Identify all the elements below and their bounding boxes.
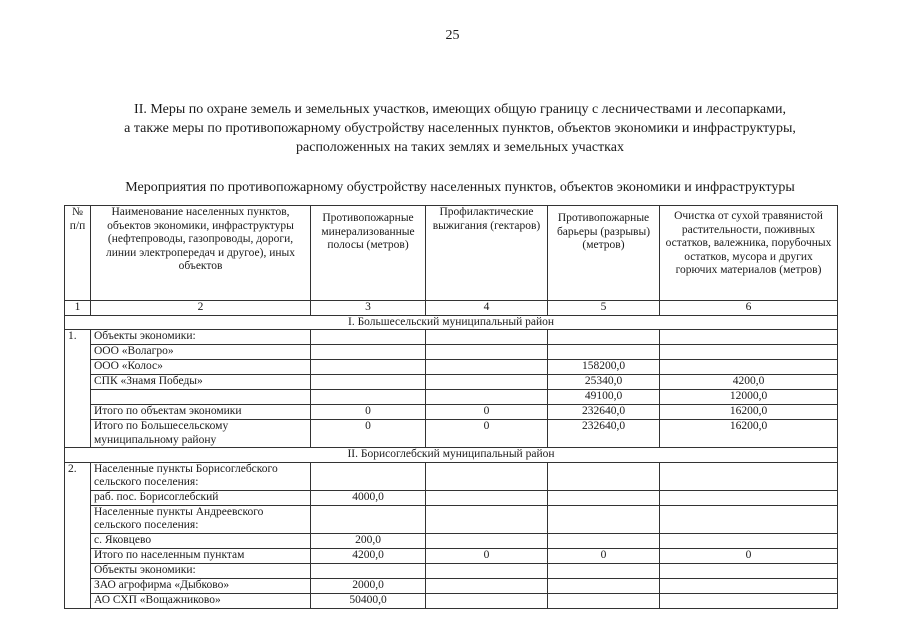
table-row	[65, 390, 838, 405]
table-header-row	[65, 206, 838, 301]
object-name: раб. пос. Борисоглебский	[91, 490, 311, 505]
column-number-row	[65, 301, 838, 316]
value-cell	[660, 533, 838, 548]
value-cell	[311, 563, 426, 578]
value-cell: 0	[311, 420, 426, 448]
header-number: № п/п	[65, 206, 91, 301]
value-cell	[311, 390, 426, 405]
value-cell	[426, 345, 548, 360]
table-row	[65, 490, 838, 505]
column-number: 2	[91, 301, 311, 316]
value-cell	[311, 375, 426, 390]
table-row	[65, 548, 838, 563]
value-cell: 16200,0	[660, 405, 838, 420]
heading-line-1: II. Меры по охране земель и земельных участков, имеющих общую границу с лесничествами и лесопарками,	[134, 102, 786, 117]
value-cell	[660, 578, 838, 593]
value-cell	[660, 462, 838, 490]
value-cell	[548, 462, 660, 490]
value-cell	[548, 593, 660, 608]
value-cell: 12000,0	[660, 390, 838, 405]
section-title: II. Борисоглебский муниципальный район	[65, 448, 838, 463]
heading-line-2: а также меры по противопожарному обустройству населенных пунктов, объектов экономики и инфраструктуры,	[124, 121, 796, 136]
value-cell	[311, 360, 426, 375]
value-cell: 0	[548, 548, 660, 563]
object-name: ООО «Волагро»	[91, 345, 311, 360]
header-mineral-strips: Противопожарные минерализованные полосы (метров)	[311, 206, 426, 301]
header-barriers: Противопожарные барьеры (разрывы) (метров)	[548, 206, 660, 301]
section-title: I. Большесельский муниципальный район	[65, 315, 838, 330]
value-cell: 232640,0	[548, 405, 660, 420]
table-row	[65, 420, 838, 448]
value-cell	[548, 345, 660, 360]
value-cell	[311, 330, 426, 345]
value-cell: 49100,0	[548, 390, 660, 405]
section-title-row	[65, 315, 838, 330]
measures-table	[64, 205, 838, 609]
table-row	[65, 462, 838, 490]
value-cell: 50400,0	[311, 593, 426, 608]
object-name: Объекты экономики:	[91, 330, 311, 345]
value-cell	[548, 490, 660, 505]
value-cell	[426, 375, 548, 390]
value-cell	[426, 593, 548, 608]
value-cell	[311, 345, 426, 360]
value-cell: 158200,0	[548, 360, 660, 375]
object-name: Населенные пункты Борисоглебского сельского поселения:	[91, 462, 311, 490]
table-row	[65, 563, 838, 578]
column-number: 4	[426, 301, 548, 316]
value-cell	[548, 533, 660, 548]
header-name: Наименование населенных пунктов, объектов экономики, инфраструктуры (нефтепроводы, газопроводы, дороги, линии электропередач и другое), иных объектов	[91, 206, 311, 301]
table-row	[65, 360, 838, 375]
value-cell	[660, 345, 838, 360]
row-number: 1.	[65, 330, 91, 448]
value-cell	[426, 505, 548, 533]
value-cell	[426, 462, 548, 490]
value-cell	[311, 505, 426, 533]
value-cell	[426, 390, 548, 405]
column-number: 3	[311, 301, 426, 316]
value-cell: 200,0	[311, 533, 426, 548]
value-cell	[660, 490, 838, 505]
value-cell: 0	[426, 420, 548, 448]
value-cell: 2000,0	[311, 578, 426, 593]
value-cell: 0	[311, 405, 426, 420]
table-caption: Мероприятия по противопожарному обустройству населенных пунктов, объектов экономики и инфраструктуры	[125, 180, 795, 195]
column-number: 5	[548, 301, 660, 316]
table-row	[65, 330, 838, 345]
value-cell	[548, 505, 660, 533]
object-name: ЗАО агрофирма «Дыбково»	[91, 578, 311, 593]
value-cell: 25340,0	[548, 375, 660, 390]
object-name: ООО «Колос»	[91, 360, 311, 375]
table-row	[65, 345, 838, 360]
row-number: 2.	[65, 462, 91, 608]
value-cell	[426, 533, 548, 548]
value-cell	[660, 330, 838, 345]
object-name: Населенные пункты Андреевского сельского поселения:	[91, 505, 311, 533]
value-cell: 0	[426, 548, 548, 563]
table-row	[65, 405, 838, 420]
header-burning: Профилактические выжигания (гектаров)	[426, 206, 548, 301]
value-cell: 16200,0	[660, 420, 838, 448]
value-cell: 232640,0	[548, 420, 660, 448]
value-cell: 0	[426, 405, 548, 420]
value-cell: 4200,0	[660, 375, 838, 390]
column-number: 6	[660, 301, 838, 316]
table-row	[65, 578, 838, 593]
object-name: Итого по населенным пунктам	[91, 548, 311, 563]
value-cell	[660, 360, 838, 375]
value-cell	[548, 330, 660, 345]
table-row	[65, 505, 838, 533]
object-name: Итого по объектам экономики	[91, 405, 311, 420]
value-cell: 4000,0	[311, 490, 426, 505]
value-cell	[426, 563, 548, 578]
value-cell	[426, 330, 548, 345]
section-title-row	[65, 448, 838, 463]
value-cell	[660, 563, 838, 578]
object-name: Объекты экономики:	[91, 563, 311, 578]
table-row	[65, 593, 838, 608]
object-name: СПК «Знамя Победы»	[91, 375, 311, 390]
value-cell	[660, 505, 838, 533]
object-name	[91, 390, 311, 405]
value-cell: 4200,0	[311, 548, 426, 563]
column-number: 1	[65, 301, 91, 316]
value-cell: 0	[660, 548, 838, 563]
value-cell	[426, 578, 548, 593]
header-cleaning: Очистка от сухой травянистой растительности, поживных остатков, валежника, порубочных остатков, мусора и других горючих материалов (метров)	[660, 206, 838, 301]
heading-line-3: расположенных на таких землях и земельных участках	[296, 140, 624, 155]
value-cell	[660, 593, 838, 608]
value-cell	[426, 490, 548, 505]
value-cell	[548, 578, 660, 593]
value-cell	[426, 360, 548, 375]
object-name: с. Яковцево	[91, 533, 311, 548]
page-number: 25	[445, 28, 460, 43]
table-row	[65, 533, 838, 548]
object-name: АО СХП «Вощажниково»	[91, 593, 311, 608]
table-row	[65, 375, 838, 390]
value-cell	[548, 563, 660, 578]
object-name: Итого по Большесельскому муниципальному району	[91, 420, 311, 448]
section-heading	[60, 100, 860, 157]
value-cell	[311, 462, 426, 490]
